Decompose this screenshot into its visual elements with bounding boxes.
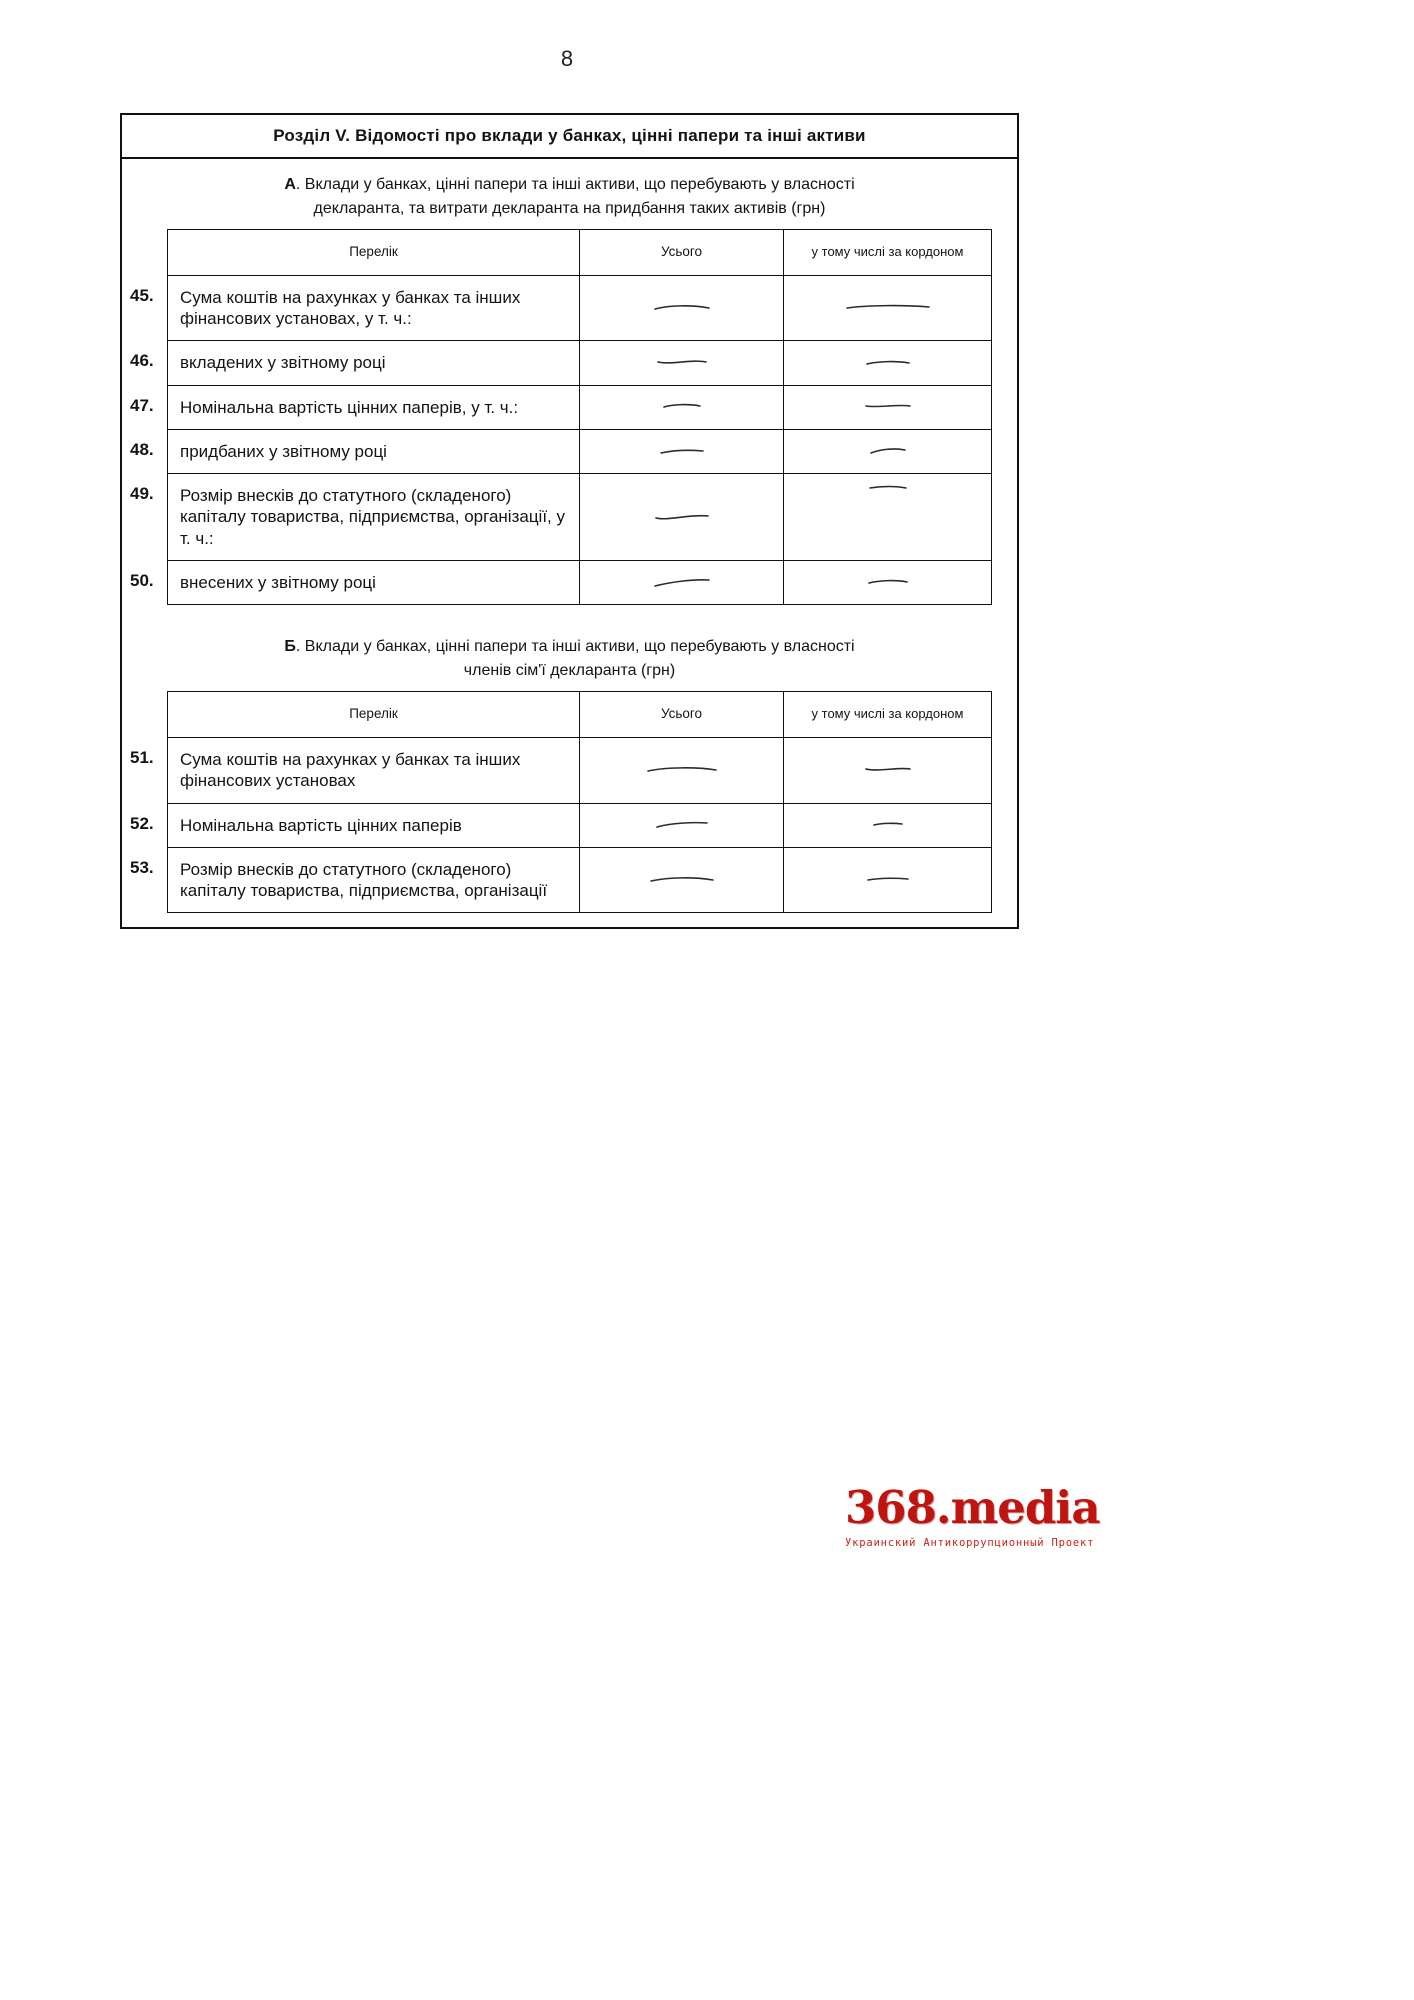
part-b-heading-line1: . Вклади у банках, цінні папери та інші активи, що перебувають у власності bbox=[295, 638, 855, 656]
row-label: придбаних у звітному році bbox=[167, 430, 580, 474]
handwritten-dash-icon bbox=[784, 474, 991, 560]
cell-total bbox=[580, 738, 784, 804]
cell-total bbox=[580, 848, 784, 914]
handwritten-dash-icon bbox=[580, 386, 783, 429]
table-part-a bbox=[122, 229, 989, 605]
column-header-abroad: у тому числі за кордоном bbox=[784, 691, 992, 738]
table-row bbox=[122, 804, 989, 848]
watermark bbox=[845, 1481, 1105, 1550]
handwritten-dash-icon bbox=[784, 276, 991, 341]
table-part-b bbox=[122, 691, 989, 913]
handwritten-dash-icon bbox=[580, 474, 783, 560]
cell-abroad bbox=[784, 561, 992, 605]
table-b-header-row bbox=[122, 691, 989, 738]
row-label: Номінальна вартість цінних паперів, у т. ч.: bbox=[167, 386, 580, 430]
row-label: Розмір внесків до статутного (складеного) капіталу товариства, підприємства, організації, у т. ч.: bbox=[167, 474, 580, 561]
header-num-spacer bbox=[122, 691, 167, 738]
cell-abroad bbox=[784, 804, 992, 848]
handwritten-dash-icon bbox=[784, 386, 991, 429]
cell-abroad bbox=[784, 474, 992, 561]
part-a-heading-line2: декларанта, та витрати декларанта на придбання таких активів (грн) bbox=[313, 200, 826, 217]
table-row bbox=[122, 474, 989, 561]
row-number: 47. bbox=[130, 395, 154, 415]
row-number: 52. bbox=[130, 813, 154, 833]
handwritten-dash-icon bbox=[580, 738, 783, 803]
row-number: 48. bbox=[130, 439, 154, 459]
section-title: Розділ V. Відомості про вклади у банках, цінні папери та інші активи bbox=[122, 115, 1017, 159]
row-label: Сума коштів на рахунках у банках та інших фінансових установах bbox=[167, 738, 580, 804]
table-row bbox=[122, 430, 989, 474]
cell-total bbox=[580, 341, 784, 385]
cell-total bbox=[580, 430, 784, 474]
cell-total bbox=[580, 276, 784, 342]
handwritten-dash-icon bbox=[784, 561, 991, 604]
part-b-heading-line2: членів сім'ї декларанта (грн) bbox=[463, 662, 676, 680]
row-label: Сума коштів на рахунках у банках та інших фінансових установах, у т. ч.: bbox=[167, 276, 580, 342]
page-number: 8 bbox=[560, 46, 574, 71]
handwritten-dash-icon bbox=[784, 430, 991, 473]
cell-total bbox=[580, 474, 784, 561]
cell-total bbox=[580, 804, 784, 848]
row-number: 53. bbox=[130, 857, 154, 877]
cell-abroad bbox=[784, 341, 992, 385]
row-label: Номінальна вартість цінних паперів bbox=[167, 804, 580, 848]
cell-abroad bbox=[784, 738, 992, 804]
handwritten-dash-icon bbox=[580, 276, 783, 341]
row-label: вкладених у звітному році bbox=[167, 341, 580, 385]
row-label: Розмір внесків до статутного (складеного) капіталу товариства, підприємства, організації bbox=[167, 848, 580, 914]
handwritten-dash-icon bbox=[784, 738, 991, 803]
table-row bbox=[122, 341, 989, 385]
handwritten-dash-icon bbox=[580, 561, 783, 604]
table-row bbox=[122, 276, 989, 342]
cell-abroad bbox=[784, 276, 992, 342]
row-number: 49. bbox=[130, 484, 154, 504]
table-row bbox=[122, 738, 989, 804]
cell-total bbox=[580, 561, 784, 605]
part-a-letter: А bbox=[284, 176, 296, 193]
cell-abroad bbox=[784, 386, 992, 430]
table-row bbox=[122, 386, 989, 430]
cell-abroad bbox=[784, 848, 992, 914]
cell-total bbox=[580, 386, 784, 430]
header-num-spacer bbox=[122, 229, 167, 276]
watermark-logo: 368.media bbox=[845, 1481, 1100, 1534]
table-a-header-row bbox=[122, 229, 989, 276]
column-header-abroad: у тому числі за кордоном bbox=[784, 229, 992, 276]
row-label: внесених у звітному році bbox=[167, 561, 580, 605]
row-number: 46. bbox=[130, 351, 154, 371]
part-a-heading bbox=[152, 173, 987, 221]
column-header-total: Усього bbox=[580, 229, 784, 276]
row-number: 50. bbox=[130, 570, 154, 590]
handwritten-dash-icon bbox=[784, 341, 991, 384]
cell-abroad bbox=[784, 430, 992, 474]
watermark-subtitle: Украинский Антикоррупционный Проект bbox=[845, 1537, 1095, 1550]
handwritten-dash-icon bbox=[784, 848, 991, 913]
column-header-list: Перелік bbox=[167, 691, 580, 738]
row-number: 45. bbox=[130, 285, 154, 305]
table-row bbox=[122, 561, 989, 605]
column-header-list: Перелік bbox=[167, 229, 580, 276]
part-b-letter: Б bbox=[284, 638, 296, 656]
handwritten-dash-icon bbox=[580, 848, 783, 913]
handwritten-dash-icon bbox=[580, 341, 783, 384]
handwritten-dash-icon bbox=[784, 804, 991, 847]
section-v-form bbox=[120, 113, 1019, 929]
handwritten-dash-icon bbox=[580, 804, 783, 847]
row-number: 51. bbox=[130, 748, 154, 767]
handwritten-dash-icon bbox=[580, 430, 783, 473]
table-row bbox=[122, 848, 989, 914]
part-b-heading bbox=[152, 635, 987, 683]
part-a-heading-line1: . Вклади у банках, цінні папери та інші активи, що перебувають у власності bbox=[295, 176, 855, 193]
column-header-total: Усього bbox=[580, 691, 784, 738]
